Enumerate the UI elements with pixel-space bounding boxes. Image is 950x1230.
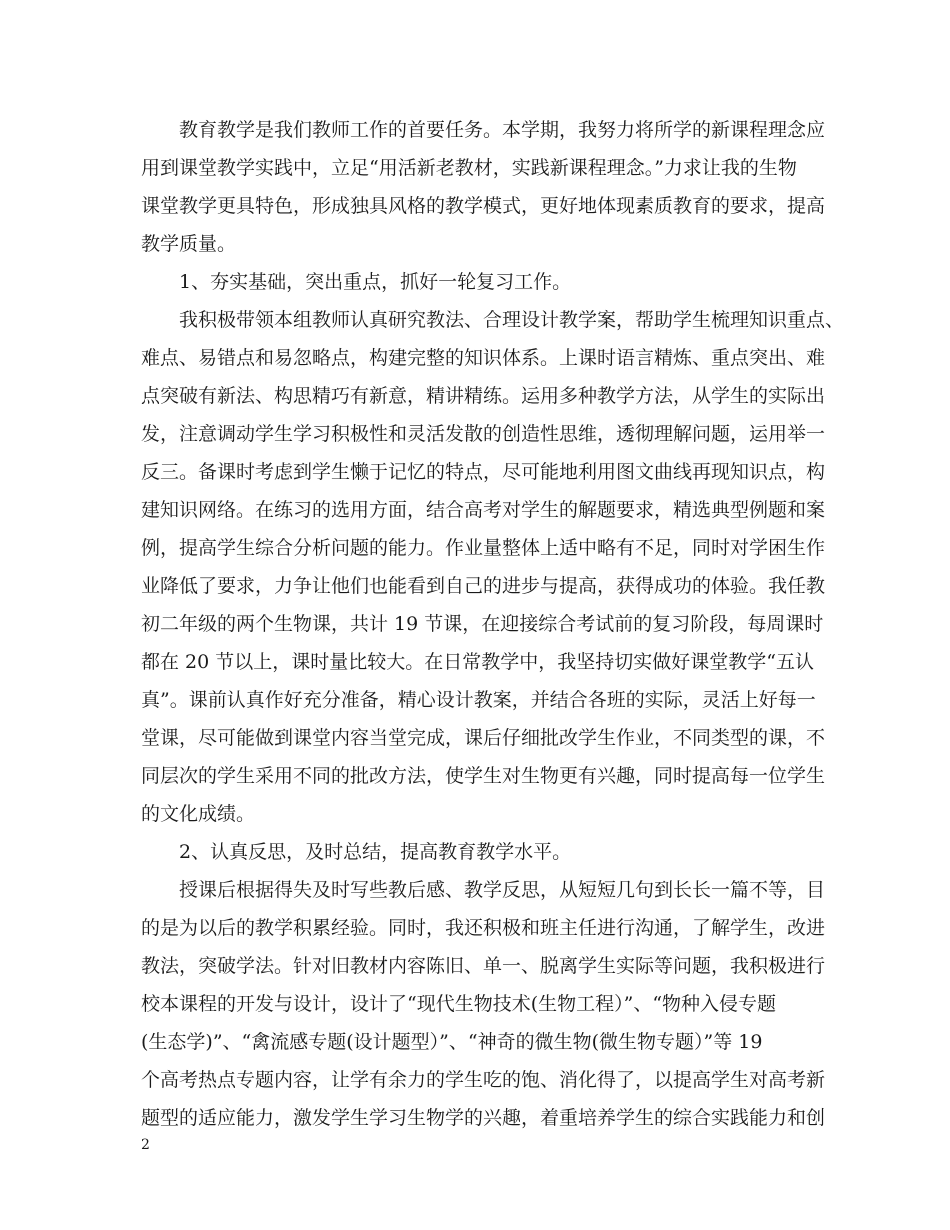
paragraph-line: 难点、易错点和易忽略点，构建完整的知识体系。上课时语言精炼、重点突出、难: [141, 347, 826, 369]
paragraph-line: 教育教学是我们教师工作的首要任务。本学期，我努力将所学的新课程理念应: [179, 119, 826, 141]
paragraph-line: 个高考热点专题内容，让学有余力的学生吃的饱、消化得了，以提高学生对高考新: [141, 1069, 826, 1091]
paragraph-line: 初二年级的两个生物课，共计 19 节课，在迎接综合考试前的复习阶段，每周课时: [141, 613, 824, 635]
paragraph-line: 堂课，尽可能做到课堂内容当堂完成，课后仔细批改学生作业，不同类型的课，不: [141, 727, 826, 749]
section-heading: 1、夯实基础，突出重点，抓好一轮复习工作。: [179, 271, 572, 293]
paragraph-line: 的是为以后的教学积累经验。同时，我还积极和班主任进行沟通，了解学生，改进: [141, 917, 826, 939]
paragraph-line: 授课后根据得失及时写些教后感、教学反思，从短短几句到长长一篇不等，目: [179, 879, 826, 901]
paragraph-line: 建知识网络。在练习的选用方面，结合高考对学生的解题要求，精选典型例题和案: [141, 499, 826, 521]
paragraph-line: 业降低了要求，力争让他们也能看到自己的进步与提高，获得成功的体验。我任教: [141, 575, 826, 597]
paragraph-line: 点突破有新法、构思精巧有新意，精讲精练。运用多种教学方法，从学生的实际出: [141, 385, 826, 407]
paragraph-line: 同层次的学生采用不同的批改方法，使学生对生物更有兴趣，同时提高每一位学生: [141, 765, 826, 787]
paragraph-line: 教学质量。: [141, 233, 237, 255]
paragraph-line: 真”。课前认真作好充分准备，精心设计教案，并结合各班的实际，灵活上好每一: [141, 689, 816, 711]
section-heading: 2、认真反思，及时总结，提高教育教学水平。: [179, 841, 572, 863]
paragraph-line: 我积极带领本组教师认真研究教法、合理设计教学案，帮助学生梳理知识重点、: [179, 309, 845, 331]
paragraph-line: 题型的适应能力，激发学生学习生物学的兴趣，着重培养学生的综合实践能力和创: [141, 1107, 826, 1129]
paragraph-line: 反三。备课时考虑到学生懒于记忆的特点，尽可能地利用图文曲线再现知识点，构: [141, 461, 826, 483]
paragraph-line: 都在 20 节以上，课时量比较大。在日常教学中，我坚持切实做好课堂教学“五认: [141, 651, 814, 673]
paragraph-line: 用到课堂教学实践中，立足“用活新老教材，实践新课程理念。”力求让我的生物: [141, 157, 797, 179]
page-number: 2: [141, 1137, 150, 1153]
paragraph-line: 校本课程的开发与设计，设计了“现代生物技术(生物工程）”、“物种入侵专题: [141, 993, 777, 1015]
paragraph-line: 发，注意调动学生学习积极性和灵活发散的创造性思维，透彻理解问题，运用举一: [141, 423, 826, 445]
paragraph-line: 的文化成绩。: [141, 803, 256, 825]
paragraph-line: 例，提高学生综合分析问题的能力。作业量整体上适中略有不足，同时对学困生作: [141, 537, 826, 559]
paragraph-line: (生态学)”、“禽流感专题(设计题型）”、“神奇的微生物(微生物专题）”等 19: [141, 1031, 763, 1053]
paragraph-line: 教法，突破学法。针对旧教材内容陈旧、单一、脱离学生实际等问题，我积极进行: [141, 955, 826, 977]
paragraph-line: 课堂教学更具特色，形成独具风格的教学模式，更好地体现素质教育的要求，提高: [141, 195, 826, 217]
